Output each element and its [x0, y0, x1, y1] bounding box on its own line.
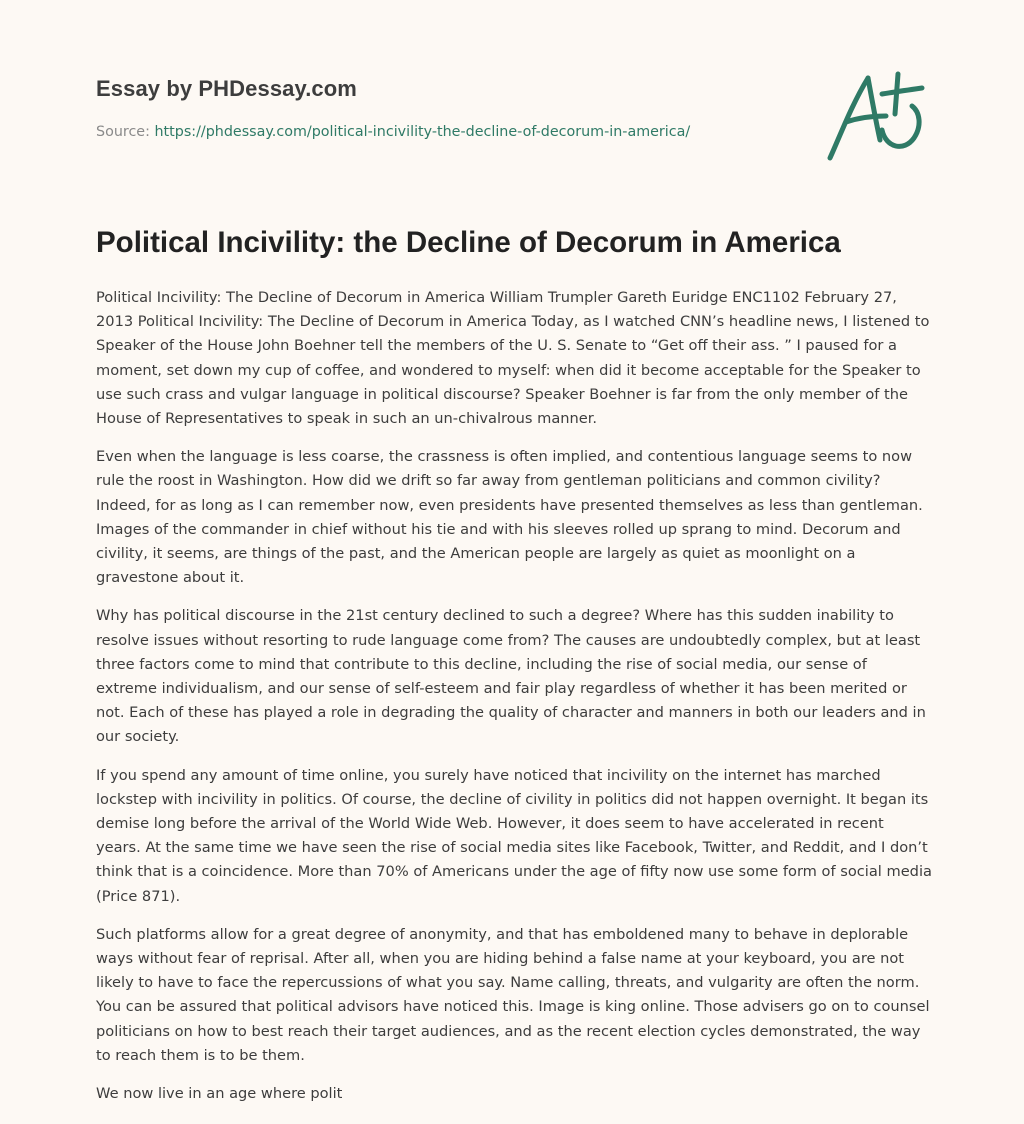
essay-paragraph: Such platforms allow for a great degree of anonymity, and that has emboldened many to behave in deplorable ways without fear of reprisal. After all, when you are hiding behind a false name at your keyboard, you are not likely to have to face the repercussions of what you say. Name calling, threats, and vulgarity are often the norm. You can be assured that political advisors have noticed this. Image is king online. Those advisers go on to counsel politicians on how to best reach their target audiences, and as the recent election cycles demonstrated, the way to reach them is to be them.: [96, 925, 930, 1064]
essay-paragraph: Why has political discourse in the 21st century declined to such a degree? Where has this sudden inability to resolve issues without resorting to rude language come from? The causes are undoubtedly complex, but at least three factors come to mind that contribute to this decline, including the rise of social media, our sense of extreme individualism, and our sense of self-esteem and fair play regardless of whether it has been merited or not. Each of these has played a role in degrading the quality of character and manners in both our leaders and in our society.: [96, 607, 926, 746]
essay-paragraph: Political Incivility: The Decline of Decorum in America William Trumpler Gareth Euridge ENC1102 February 27, 2013 Political Incivility: The Decline of Decorum in America Today, as I watched CNN’s headline news, I listened to Speaker of the House John Boehner tell the members of the U. S. Senate to “Get off their ass. ” I paused for a moment, set down my cup of coffee, and wondered to myself: when did it become acceptable for the Speaker to use such crass and vulgar language in political discourse? Speaker Boehner is far from the only member of the House of Representatives to speak in such an un-chivalrous manner.: [96, 289, 930, 428]
source-link[interactable]: https://phdessay.com/political-incivility-the-decline-of-decorum-in-america/: [154, 124, 691, 140]
essay-title: Political Incivility: the Decline of Decorum in America: [96, 226, 841, 259]
source-label: Source:: [96, 124, 150, 140]
essay-body: [96, 286, 932, 1120]
a-plus-grade-icon: [826, 66, 930, 166]
essay-paragraph: Even when the language is less coarse, the crassness is often implied, and contentious language seems to now rule the roost in Washington. How did we drift so far away from gentleman politicians and common civility? Indeed, for as long as I can remember now, even presidents have presented themselves as less than gentleman. Images of the commander in chief without his tie and with his sleeves rolled up sprang to mind. Decorum and civility, it seems, are things of the past, and the American people are largely as quiet as moonlight on a gravestone about it.: [96, 448, 923, 587]
essay-paragraph: We now live in an age where polit: [96, 1085, 343, 1103]
site-title: Essay by PHDessay.com: [96, 76, 357, 101]
essay-paragraph: If you spend any amount of time online, you surely have noticed that incivility on the internet has marched lockstep with incivility in politics. Of course, the decline of civility in politics did not happen overnight. It began its demise long before the arrival of the World Wide Web. However, it does seem to have accelerated in recent years. At the same time we have seen the rise of social media sites like Facebook, Twitter, and Reddit, and I don’t think that is a coincidence. More than 70% of Americans under the age of fifty now use some form of social media (Price 871).: [96, 766, 932, 905]
source-line: [96, 124, 690, 140]
